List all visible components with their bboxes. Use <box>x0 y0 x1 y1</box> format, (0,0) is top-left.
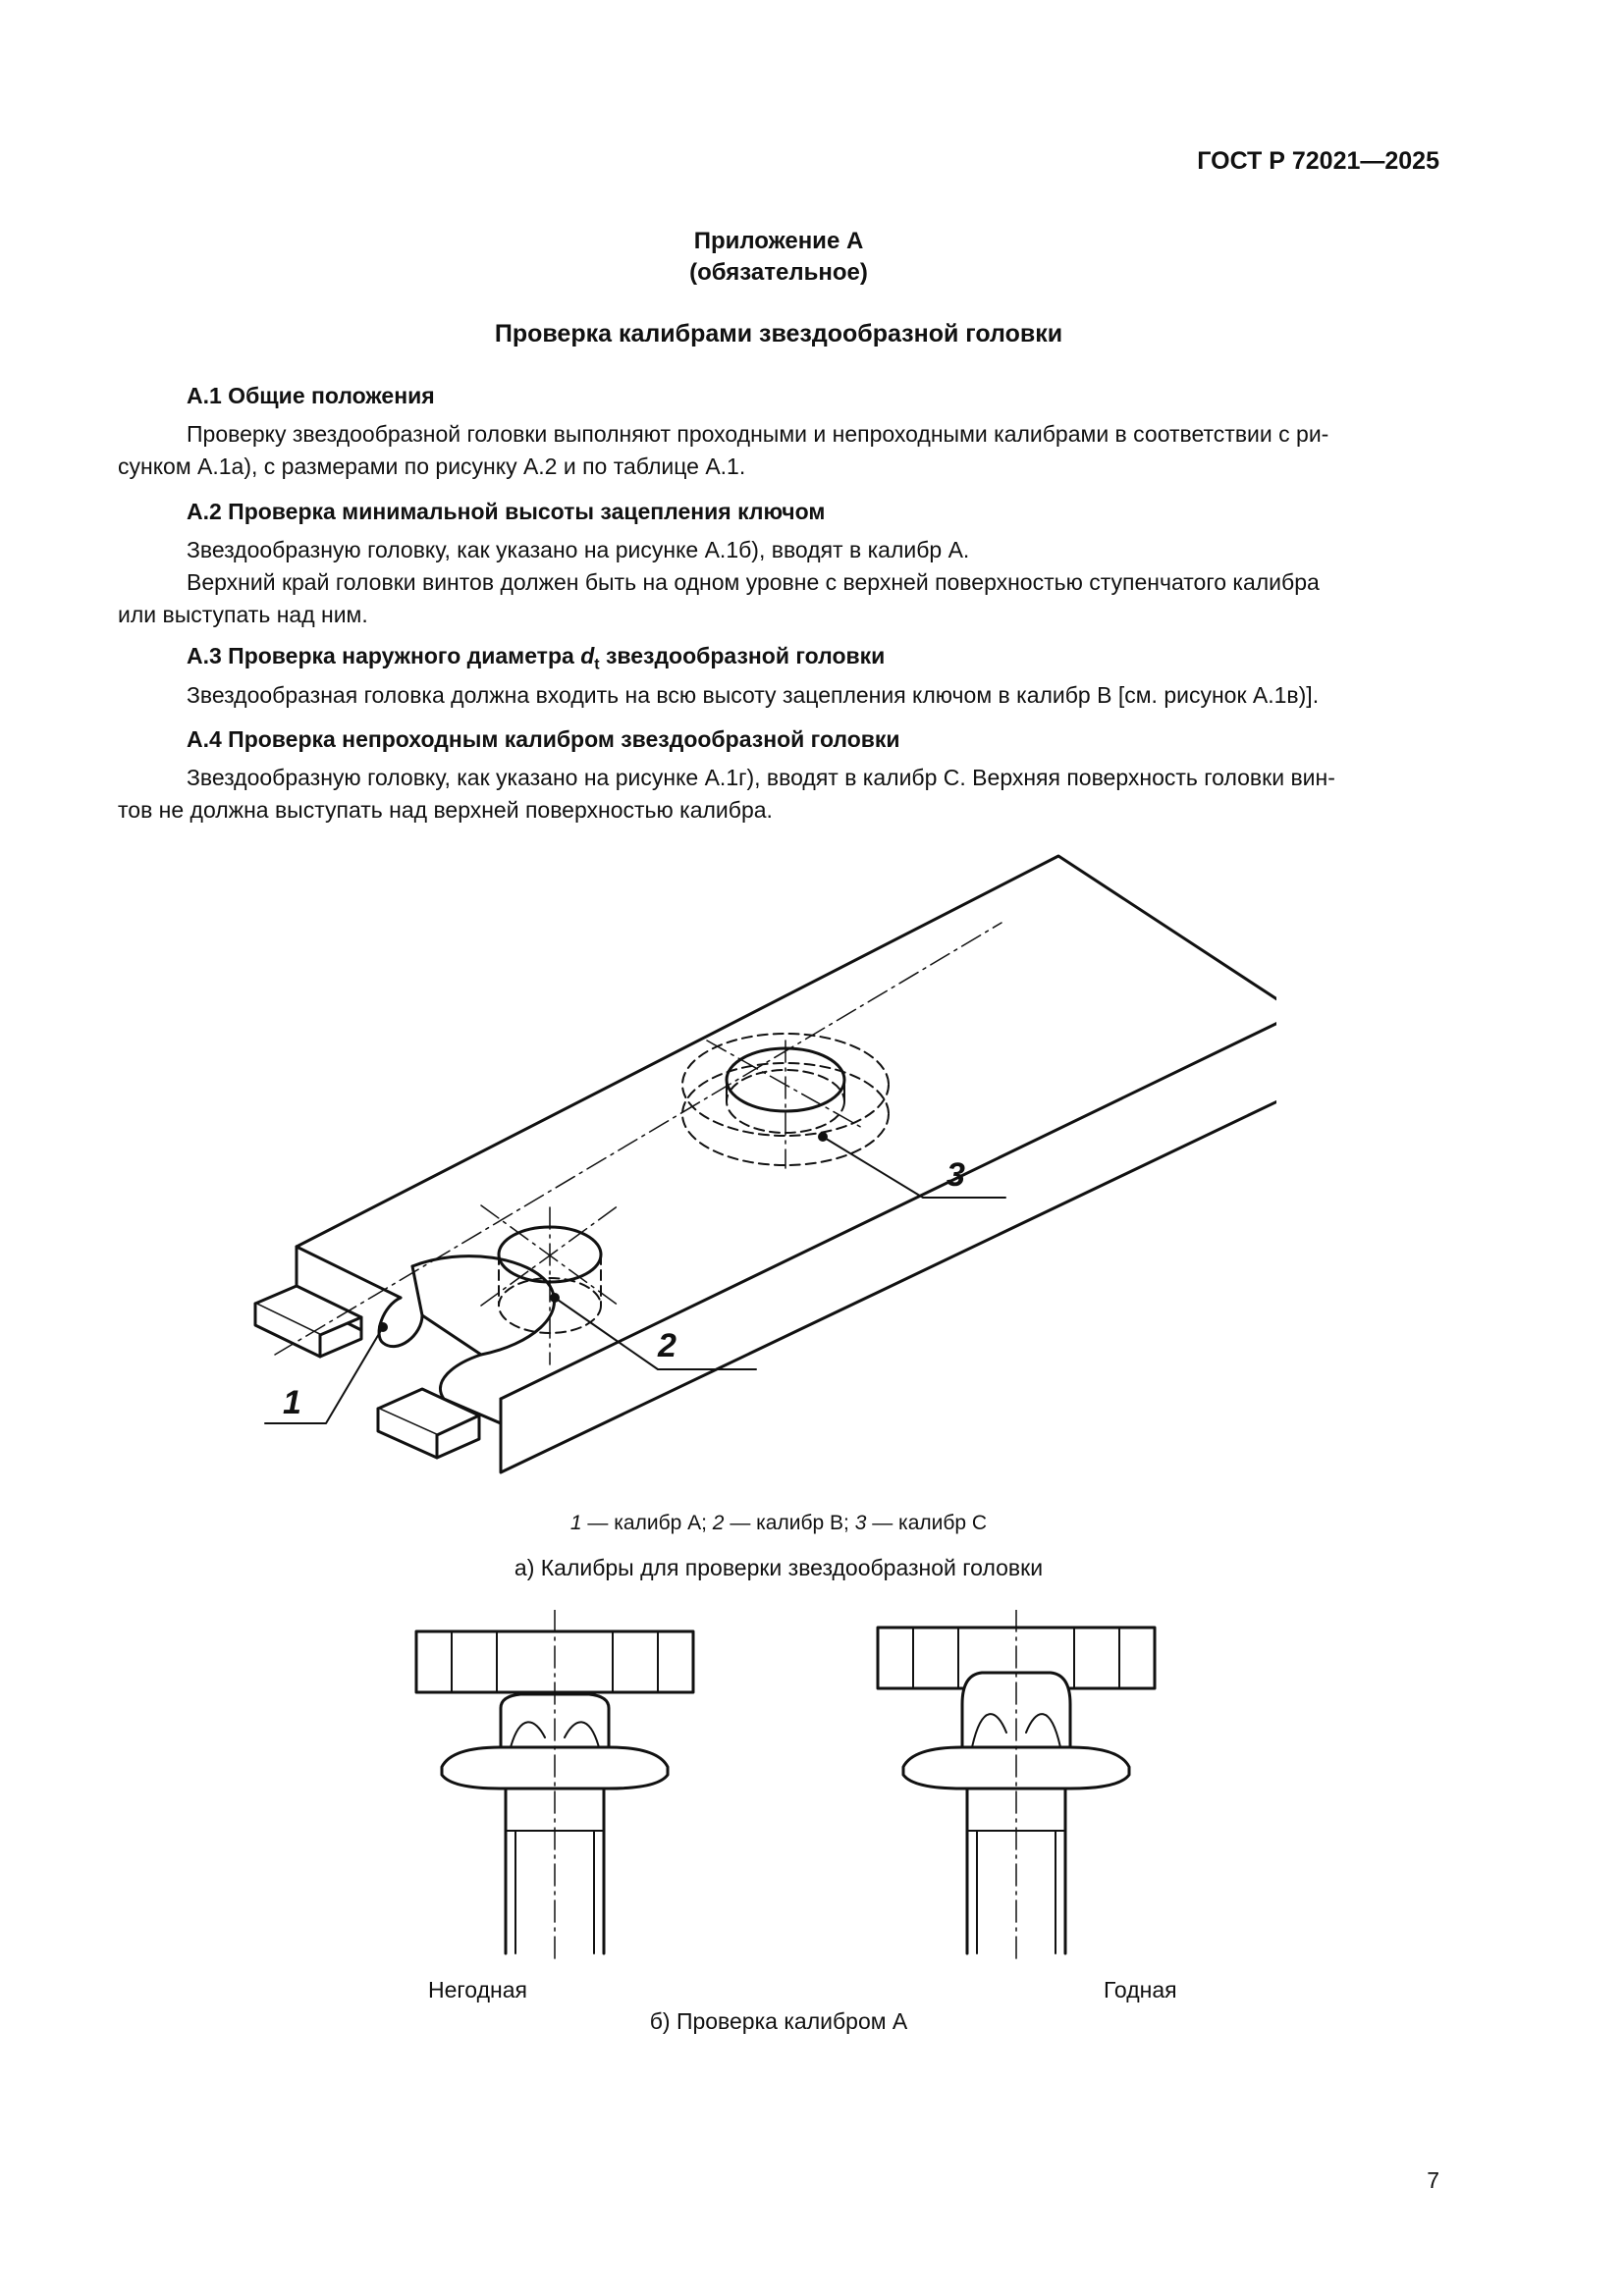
heading-text: А.3 Проверка наружного диаметра <box>187 643 581 668</box>
label-3: 3 <box>947 1156 965 1194</box>
section-a1-heading: А.1 Общие положения <box>187 383 435 408</box>
appendix-main-title: Проверка калибрами звездообразной головки <box>494 320 1063 347</box>
label-2: 2 <box>658 1327 677 1364</box>
appendix-status: (обязательное) <box>689 259 868 286</box>
section-a1-text <box>118 418 1439 483</box>
subscript-t: t <box>594 656 600 673</box>
section-a4-heading: А.4 Проверка непроходным калибром звездообразной головки <box>187 726 900 752</box>
document-designation: ГОСТ Р 72021—2025 <box>1197 147 1439 175</box>
screw-drawing-accept <box>874 1610 1159 1963</box>
section-a2-heading: А.2 Проверка минимальной высоты зацепления ключом <box>187 499 826 524</box>
page-number: 7 <box>1427 2167 1439 2193</box>
figure-a-caption: а) Калибры для проверки звездообразной головки <box>514 1555 1044 1580</box>
slot-left-arc <box>379 1266 422 1347</box>
heading-text: звездообразной головки <box>599 643 886 668</box>
gauge-a-grid <box>416 1631 658 1692</box>
text-line: сунком А.1а), с размерами по рисунку А.2 и по таблице А.1. <box>118 454 746 479</box>
legend-text: — калибр С <box>866 1512 988 1534</box>
text-line: Звездообразную головку, как указано на рисунке А.1г), вводят в калибр С. Верхняя поверхность головки вин- <box>187 765 1335 790</box>
legend-num: 3 <box>854 1512 867 1534</box>
legend-num: 1 <box>569 1512 582 1534</box>
label-reject: Негодная <box>428 1977 527 2002</box>
label-accept: Годная <box>1104 1977 1177 2002</box>
label-1: 1 <box>283 1384 301 1421</box>
text-line: тов не должна выступать над верхней поверхностью калибра. <box>118 797 773 823</box>
section-a4-text <box>118 762 1439 827</box>
slot-inner-curve <box>412 1256 555 1355</box>
text-line: Звездообразную головку, как указано на рисунке А.1б), вводят в калибр А. <box>187 537 970 562</box>
section-a3-text <box>118 679 1439 712</box>
legend-num: 2 <box>712 1512 725 1534</box>
legend-text: — калибр А; <box>581 1512 713 1534</box>
screw-drawing-reject <box>412 1610 697 1963</box>
plate-axis <box>275 923 1001 1355</box>
text-line: Звездообразная головка должна входить на всю высоту зацепления ключом в калибр В [см. рисунок А.1в)]. <box>187 682 1320 708</box>
gauge-plate-drawing <box>236 844 1276 1492</box>
text-line: Верхний край головки винтов должен быть на одном уровне с верхней поверхностью ступенчатого калибра <box>187 569 1320 595</box>
appendix-title: Приложение А <box>693 228 864 254</box>
text-line: Проверку звездообразной головки выполняют проходными и непроходными калибрами в соответствии с ри- <box>187 421 1329 447</box>
variable-d: d <box>580 643 595 668</box>
text-line: или выступать над ним. <box>118 602 368 627</box>
figure-a-legend <box>118 1512 1439 1535</box>
section-a2-text <box>118 534 1439 631</box>
legend-text: — калибр В; <box>724 1512 855 1534</box>
section-a3-heading <box>187 643 885 674</box>
figure-b-caption: б) Проверка калибром А <box>649 2008 908 2034</box>
gauge-b-centerlines <box>481 1205 619 1364</box>
